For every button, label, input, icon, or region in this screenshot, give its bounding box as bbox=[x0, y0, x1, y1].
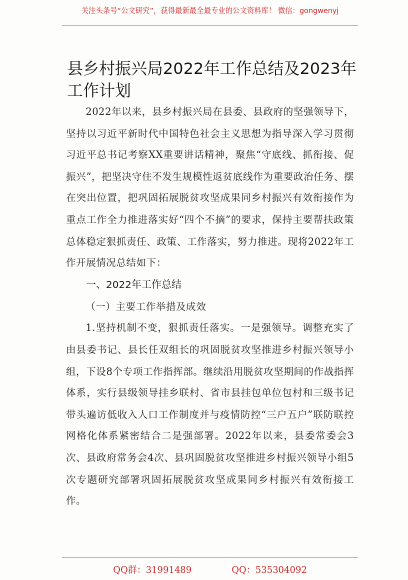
document-title: 县乡村振兴局2022年工作总结及2023年工作计划 bbox=[67, 59, 357, 100]
body-paragraph: 1.坚持机制不变，狠抓责任落实。一是强领导。调整充实了由县委书记、县长任双组长的巩固脱贫攻坚推进乡村振兴领导小组，下设8个专项工作指挥部。继续沿用脱贫攻坚期间的作战指挥体系，实行县级领导挂乡联村、省市县挂包单位包村和三级书记带头遍访低收入人口工作制度并与疫情防控“三户五户”联防联控网格化体系紧密结合二是强部署。2022年以来，县委常委会3次、县政府常务会4次、县巩固脱贫攻坚推进乡村振兴领导小组5次专题研究部署巩固拓展脱贫攻坚成果同乡村振兴有效衔接工作。 bbox=[66, 323, 354, 508]
footer-divider bbox=[62, 557, 358, 558]
footer-qq: QQ：535304092 bbox=[231, 565, 307, 576]
header-divider bbox=[62, 25, 358, 26]
footer bbox=[62, 559, 358, 579]
subsection-heading: （一）主要工作举措及成效 bbox=[85, 301, 207, 313]
header-banner: 关注头条号“公文研究”，获得最新最全最专业的公文资料库！ 微信：gongwenyj bbox=[81, 6, 339, 15]
section-heading: 一、2022年工作总结 bbox=[86, 279, 182, 291]
intro-paragraph: 2022年以来，县乡村振兴局在县委、县政府的坚强领导下，坚持以习近平新时代中国特色社会主义思想为指导深入学习贯彻习近平总书记考察XX重要讲话精神，聚焦“守底线、抓衔接、促振兴”，把坚决守住不发生规模性返贫底线作为重要政治任务、摆在突出位置，把巩固拓展脱贫攻坚成果同乡村振兴有效衔接作为重点工作全力推进落实好“四个不摘”的要求，保持主要帮扶政策总体稳定狠抓责任、政策、工作落实，努力推进。现将2022年工作开展情况总结如下： bbox=[66, 107, 354, 270]
footer-qq-group: QQ群：31991489 bbox=[113, 565, 192, 576]
document-body bbox=[66, 102, 354, 513]
